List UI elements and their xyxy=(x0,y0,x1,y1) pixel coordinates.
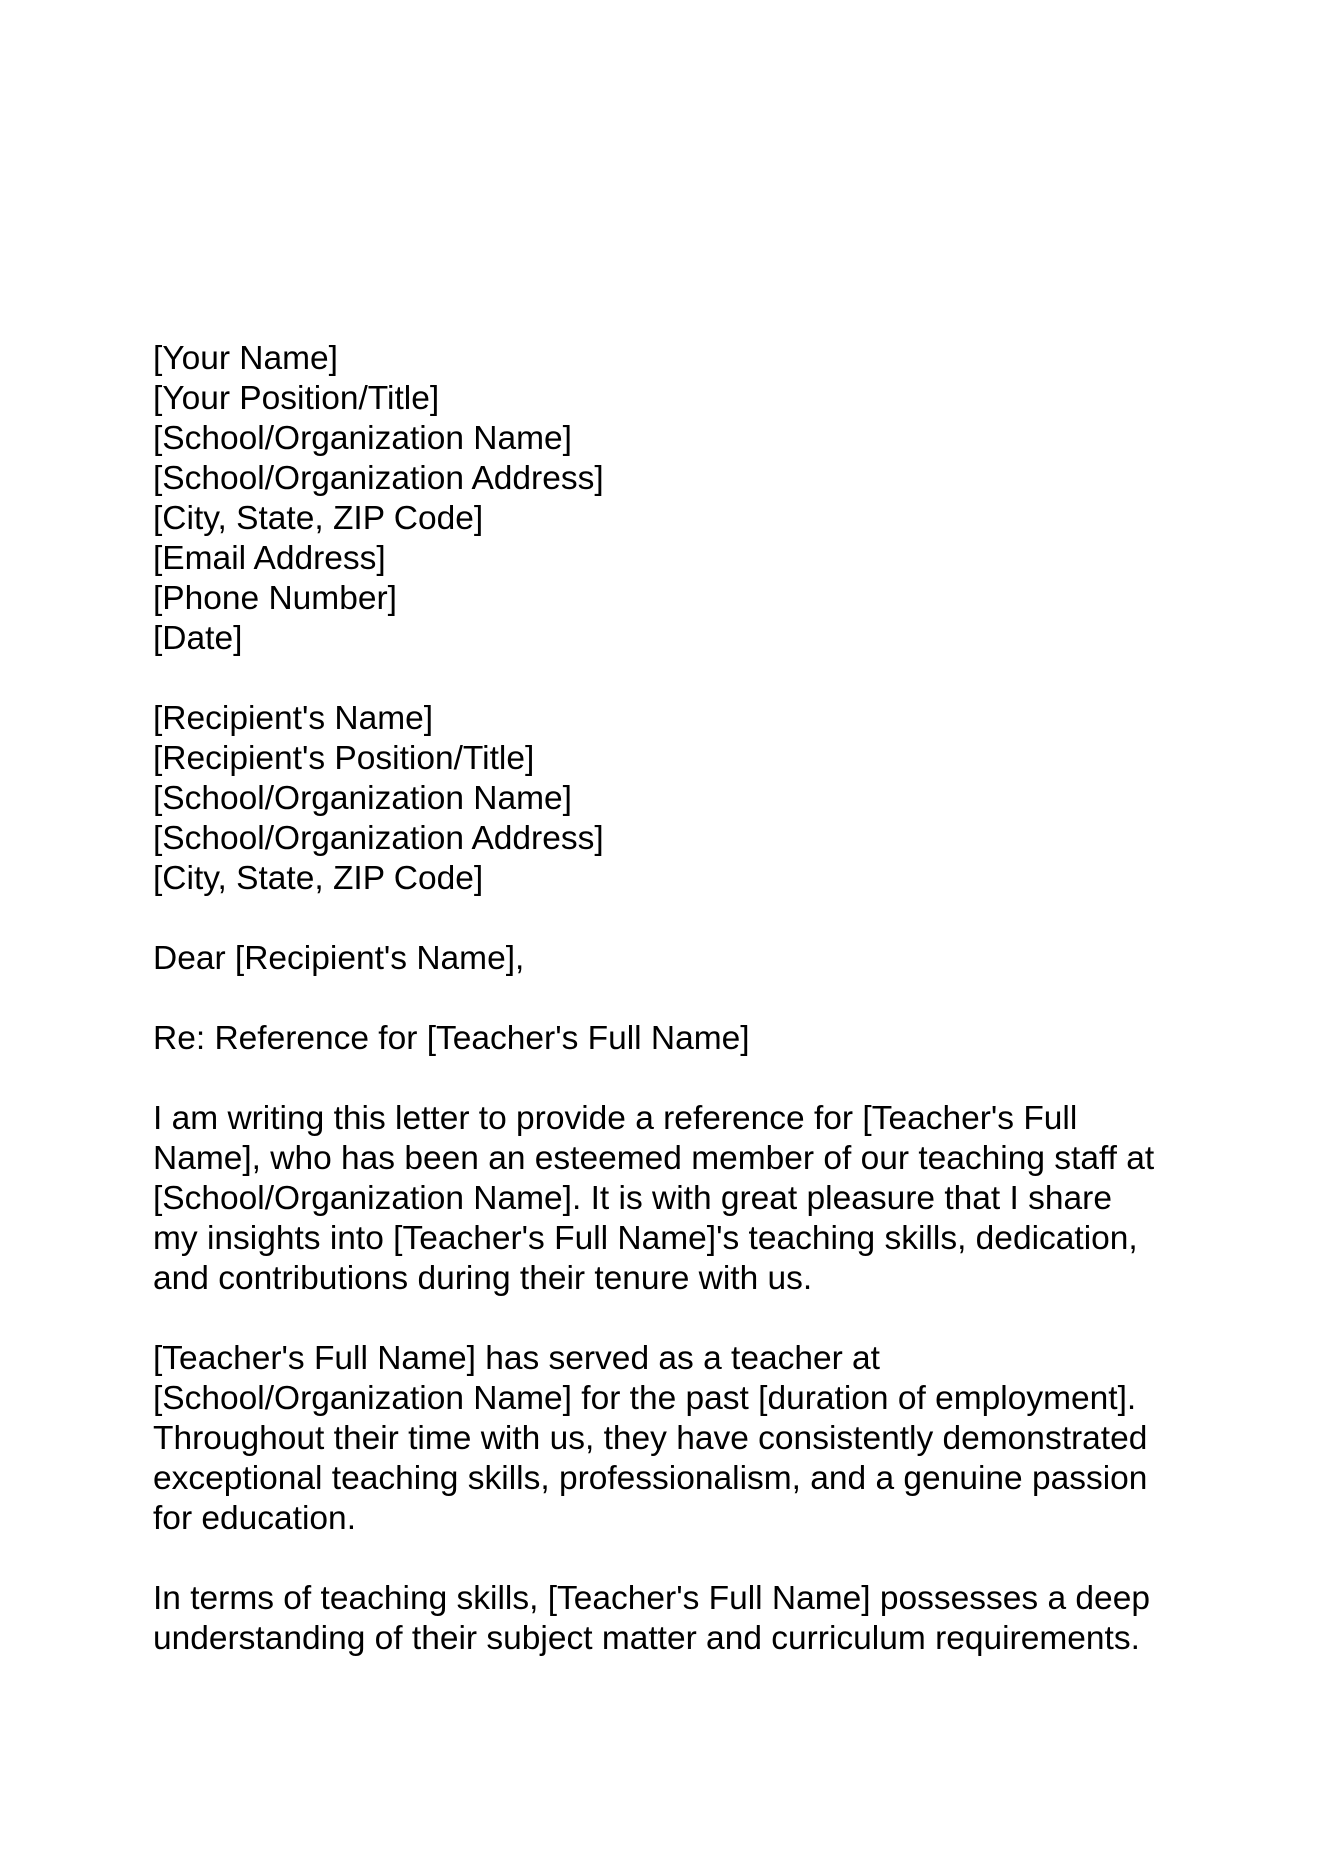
subject-line xyxy=(153,1019,1193,1059)
sender-address-block xyxy=(153,339,1193,659)
paragraph-line: for education. xyxy=(153,1500,356,1537)
paragraph-line: I am writing this letter to provide a reference for [Teacher's Full xyxy=(153,1100,1078,1137)
paragraph-line: [School/Organization Name]. It is with great pleasure that I share xyxy=(153,1180,1112,1217)
letter-body xyxy=(153,339,1193,1659)
recipient-position: [Recipient's Position/Title] xyxy=(153,740,535,777)
recipient-city-state-zip: [City, State, ZIP Code] xyxy=(153,860,484,897)
paragraph-line: exceptional teaching skills, professionalism, and a genuine passion xyxy=(153,1460,1148,1497)
sender-name: [Your Name] xyxy=(153,340,338,377)
recipient-address-block xyxy=(153,699,1193,899)
body-paragraph-3 xyxy=(153,1579,1193,1659)
paragraph-line: understanding of their subject matter and curriculum requirements. xyxy=(153,1620,1140,1657)
letter-date: [Date] xyxy=(153,620,243,657)
paragraph-line: In terms of teaching skills, [Teacher's Full Name] possesses a deep xyxy=(153,1580,1150,1617)
recipient-organization: [School/Organization Name] xyxy=(153,780,572,817)
paragraph-line: [School/Organization Name] for the past [duration of employment]. xyxy=(153,1380,1137,1417)
paragraph-line: my insights into [Teacher's Full Name]'s teaching skills, dedication, xyxy=(153,1220,1138,1257)
subject-text: Re: Reference for [Teacher's Full Name] xyxy=(153,1020,750,1057)
sender-address: [School/Organization Address] xyxy=(153,460,604,497)
paragraph-line: Throughout their time with us, they have consistently demonstrated xyxy=(153,1420,1148,1457)
recipient-address: [School/Organization Address] xyxy=(153,820,604,857)
paragraph-line: Name], who has been an esteemed member of our teaching staff at xyxy=(153,1140,1155,1177)
paragraph-line: and contributions during their tenure with us. xyxy=(153,1260,813,1297)
body-paragraph-1 xyxy=(153,1099,1193,1299)
sender-city-state-zip: [City, State, ZIP Code] xyxy=(153,500,484,537)
sender-phone: [Phone Number] xyxy=(153,580,397,617)
sender-position: [Your Position/Title] xyxy=(153,380,440,417)
salutation xyxy=(153,939,1193,979)
salutation-text: Dear [Recipient's Name], xyxy=(153,940,525,977)
paragraph-line: [Teacher's Full Name] has served as a teacher at xyxy=(153,1340,880,1377)
sender-organization: [School/Organization Name] xyxy=(153,420,572,457)
recipient-name: [Recipient's Name] xyxy=(153,700,434,737)
sender-email: [Email Address] xyxy=(153,540,386,577)
body-paragraph-2 xyxy=(153,1339,1193,1539)
